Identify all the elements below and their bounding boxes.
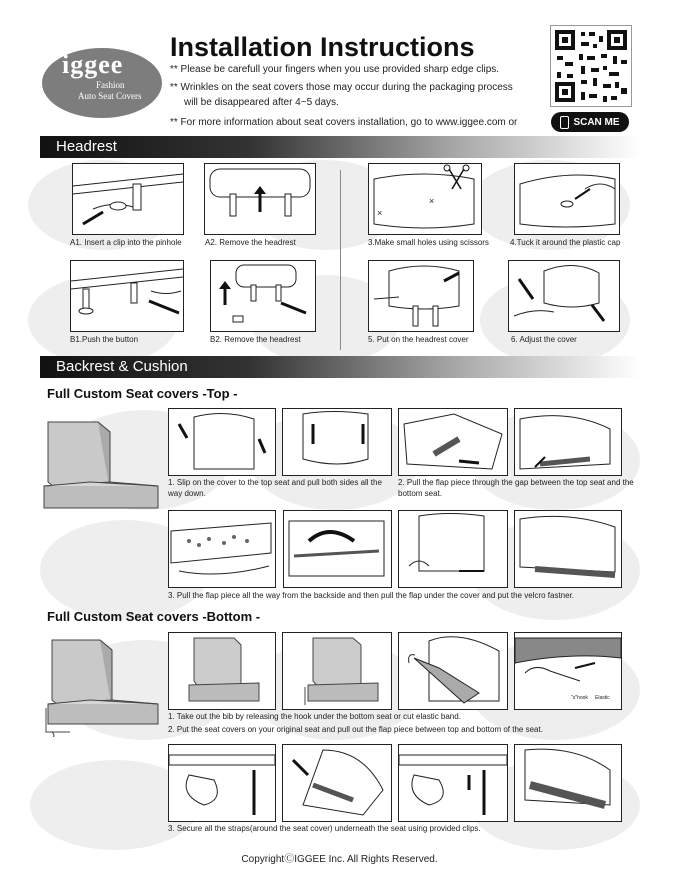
illustration-b2: [210, 260, 316, 332]
step-caption: B1.Push the button: [70, 335, 139, 344]
section-title: Backrest & Cushion: [56, 358, 188, 375]
svg-text:×: ×: [429, 196, 435, 206]
step-caption: 4.Tuck it around the plastic cap: [510, 238, 621, 247]
illustration-bottom-3b: [282, 744, 392, 822]
illustration-bottom-2b: [514, 632, 622, 710]
step-caption: B2. Remove the headrest: [210, 335, 301, 344]
step-caption: 3.Make small holes using scissors: [368, 238, 489, 247]
illustration-top-1a: [168, 408, 276, 476]
illustration-step3-headrest: [368, 163, 482, 235]
step-caption: A2. Remove the headrest: [205, 238, 296, 247]
page-title: Installation Instructions: [170, 32, 475, 62]
illustration-top-2b: [514, 408, 622, 476]
seat-diagram-bottom: [40, 632, 160, 737]
scan-me-label: SCAN ME: [573, 116, 620, 128]
note-line: ** For more information about seat covers installation, go to www.iggee.com or: [170, 117, 518, 128]
logo-subtitle: Auto Seat Covers: [78, 91, 142, 101]
illustration-step4-headrest: [514, 163, 620, 235]
illustration-top-2a: [398, 408, 508, 476]
illustration-a1: [72, 163, 184, 235]
step-text: 1. Take out the bib by releasing the hook under the bottom seat or cut elastic band.: [168, 712, 461, 721]
subsection-heading: Full Custom Seat covers -Bottom -: [47, 609, 261, 624]
qr-code[interactable]: [550, 25, 632, 107]
illustration-b1: [70, 260, 184, 332]
step-text: 3. Secure all the straps(around the seat cover) underneath the seat using provided clips.: [168, 824, 481, 833]
scan-me-button[interactable]: [551, 112, 629, 132]
divider: [340, 170, 341, 350]
copyright-footer: CopyrightⒸIGGEE Inc. All Rights Reserved.: [241, 854, 438, 865]
note-line: ** Wrinkles on the seat covers those may occur during the packaging process: [170, 82, 513, 93]
illustration-bottom-3c: [398, 744, 508, 822]
phone-icon: [560, 116, 569, 129]
illustration-bottom-3d: [514, 744, 622, 822]
note-line: will be disappeared after 4~5 days.: [184, 97, 339, 108]
illustration-bottom-1a: [168, 632, 276, 710]
svg-text:×: ×: [377, 208, 383, 218]
illustration-step5-headrest: [368, 260, 474, 332]
step-text: 2. Pull the flap piece through the gap between the top seat and the bottom seat.: [398, 478, 634, 498]
note-line: ** Please be carefull your fingers when you use provided sharp edge clips.: [170, 64, 500, 75]
illustration-top-3b: [283, 510, 392, 588]
seat-diagram-top: [40, 412, 160, 512]
illustration-top-3d: [514, 510, 622, 588]
step-text: 3. Pull the flap piece all the way from the backside and then pull the flap under the cover and put the velcro fastner.: [168, 591, 575, 600]
step-caption: A1. Insert a clip into the pinhole: [70, 238, 182, 247]
illustration-bottom-3a: [168, 744, 276, 822]
illustration-bottom-2a: [398, 632, 508, 710]
logo-brand-text: iggee: [62, 50, 124, 79]
subsection-heading: Full Custom Seat covers -Top -: [47, 386, 238, 401]
hook-label: "s"hook: [571, 695, 588, 701]
elastic-label: Elastic: [595, 695, 610, 701]
section-bar-backrest: [40, 356, 640, 378]
illustration-top-3c: [398, 510, 508, 588]
step-caption: 5. Put on the headrest cover: [368, 335, 469, 344]
step-caption: 6. Adjust the cover: [511, 335, 577, 344]
section-bar-headrest: [40, 136, 640, 158]
step-text: 1. Slip on the cover to the top seat and pull both sides all the way down.: [168, 478, 382, 498]
illustration-step6-headrest: [508, 260, 620, 332]
illustration-a2: [204, 163, 316, 235]
illustration-bottom-1b: [282, 632, 392, 710]
logo-subtitle: Fashion: [96, 80, 125, 90]
illustration-top-3a: [168, 510, 276, 588]
section-title: Headrest: [56, 138, 117, 155]
step-text: 2. Put the seat covers on your original seat and pull out the flap piece between top and bottom of the seat.: [168, 725, 543, 734]
illustration-top-1b: [282, 408, 392, 476]
